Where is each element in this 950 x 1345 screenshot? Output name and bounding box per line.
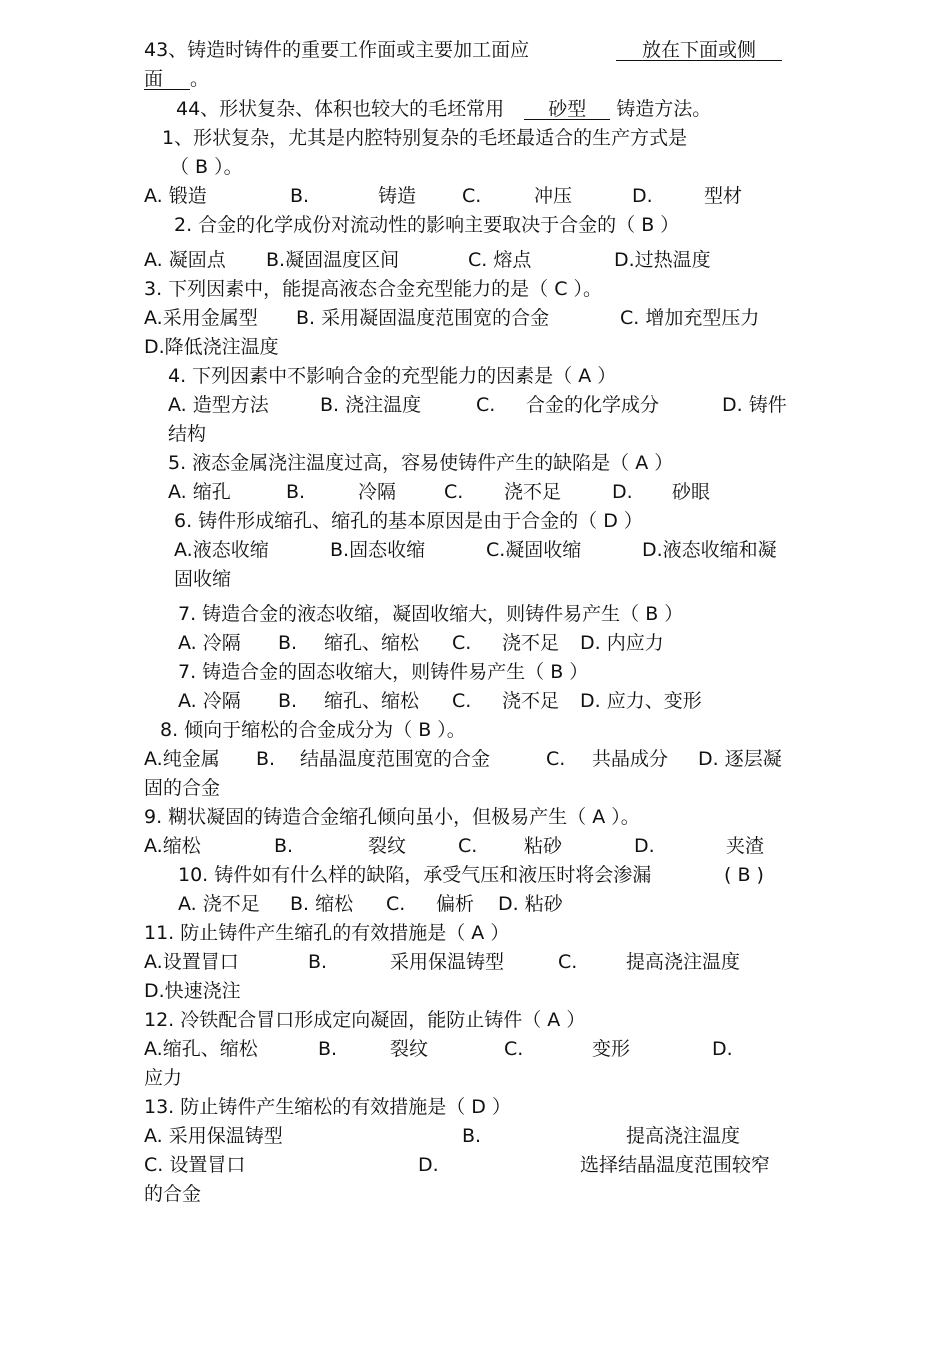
q2-option-a: A. 凝固点 (144, 249, 226, 271)
q13-option-c: C. 设置冒口 (144, 1154, 246, 1176)
q8-stem: 8. 倾向于缩松的合金成分为（ B ）。 (160, 719, 466, 741)
q9-option-b-letter: B. (274, 835, 294, 857)
q12-option-b-letter: B. (318, 1038, 338, 1060)
q1-option-b-letter: B. (290, 185, 310, 207)
q4-stem: 4. 下列因素中不影响合金的充型能力的因素是（ A ） (168, 365, 617, 387)
q8-option-c-letter: C. (546, 748, 566, 770)
q6-stem: 6. 铸件形成缩孔、缩孔的基本原因是由于合金的（ D ） (174, 510, 643, 532)
q7a-option-b-letter: B. (278, 632, 298, 654)
q8-option-d: D. 逐层凝 (698, 748, 782, 770)
q8-option-b-text: 结晶温度范围宽的合金 (300, 748, 491, 770)
q1-answer: （ B ）。 (170, 156, 243, 178)
q6-option-c: C.凝固收缩 (486, 539, 582, 561)
q10-answer: ( B ) (724, 864, 764, 886)
q11-stem: 11. 防止铸件产生缩孔的有效措施是（ A ） (144, 922, 510, 944)
q12-option-b-text: 裂纹 (390, 1038, 429, 1060)
q9-option-b-text: 裂纹 (368, 835, 407, 857)
q2-option-c: C. 熔点 (468, 249, 532, 271)
q44-suffix: 铸造方法。 (616, 98, 712, 120)
q2-option-d: D.过热温度 (614, 249, 711, 271)
q7b-option-c-letter: C. (452, 690, 472, 712)
q7a-option-c-letter: C. (452, 632, 472, 654)
q11-option-c-text: 提高浇注温度 (626, 951, 741, 973)
q5-option-a: A. 缩孔 (168, 481, 231, 503)
q10-option-d: D. 粘砂 (498, 893, 563, 915)
q11-option-b-letter: B. (308, 951, 328, 973)
q3-option-c: C. 增加充型压力 (620, 307, 760, 329)
q13-option-b-letter: B. (462, 1125, 482, 1147)
q11-option-b-text: 采用保温铸型 (390, 951, 505, 973)
q8-option-d-cont: 固的合金 (144, 777, 221, 799)
q6-option-b: B.固态收缩 (330, 539, 426, 561)
q5-option-c-letter: C. (444, 481, 464, 503)
q12-option-a: A.缩孔、缩松 (144, 1038, 258, 1060)
q43-prefix: 43、铸造时铸件的重要工作面或主要加工面应 (144, 39, 530, 61)
q7b-option-b-letter: B. (278, 690, 298, 712)
q12-option-c-text: 变形 (592, 1038, 631, 1060)
q6-option-d: D.液态收缩和凝 (642, 539, 777, 561)
q5-stem: 5. 液态金属浇注温度过高，容易使铸件产生的缺陷是（ A ） (168, 452, 674, 474)
q7a-option-b-text: 缩孔、缩松 (324, 632, 420, 654)
q3-option-d: D.降低浇注温度 (144, 336, 279, 358)
q9-option-a: A.缩松 (144, 835, 201, 857)
q4-option-c-text: 合金的化学成分 (526, 394, 660, 416)
q7b-stem: 7. 铸造合金的固态收缩大，则铸件易产生（ B ） (178, 661, 589, 683)
q44-line (176, 97, 711, 121)
q5-option-c-text: 浇不足 (504, 481, 562, 503)
q11-option-d: D.快速浇注 (144, 980, 241, 1002)
q4-option-a: A. 造型方法 (168, 394, 269, 416)
q43-line1 (144, 38, 529, 62)
q13-option-a: A. 采用保温铸型 (144, 1125, 283, 1147)
q11-option-c-letter: C. (558, 951, 578, 973)
q10-option-c-text: 偏析 (436, 893, 475, 915)
q9-option-d-letter: D. (634, 835, 655, 857)
q1-option-c-letter: C. (462, 185, 482, 207)
q4-option-d-cont: 结构 (168, 423, 207, 445)
q44-answer: 砂型 (524, 99, 610, 120)
q2-option-b: B.凝固温度区间 (266, 249, 400, 271)
q5-option-d-text: 砂眼 (672, 481, 711, 503)
q5-option-b-text: 冷隔 (358, 481, 397, 503)
q10-option-c-letter: C. (386, 893, 406, 915)
q10-stem: 10. 铸件如有什么样的缺陷，承受气压和液压时将会渗漏 (178, 864, 652, 886)
q7a-option-d: D. 内应力 (580, 632, 664, 654)
q2-stem: 2. 合金的化学成份对流动性的影响主要取决于合金的（ B ） (174, 214, 680, 236)
q13-option-b-text: 提高浇注温度 (626, 1125, 741, 1147)
q5-option-d-letter: D. (612, 481, 633, 503)
q12-option-d-letter: D. (712, 1038, 733, 1060)
q1-option-a: A. 锻造 (144, 185, 207, 207)
q6-option-a: A.液态收缩 (174, 539, 269, 561)
q13-option-d-cont: 的合金 (144, 1183, 202, 1205)
q8-option-b-letter: B. (256, 748, 276, 770)
q8-option-a: A.纯金属 (144, 748, 220, 770)
q7b-option-b-text: 缩孔、缩松 (324, 690, 420, 712)
q3-option-b: B. 采用凝固温度范围宽的合金 (296, 307, 550, 329)
q1-option-d-text: 型材 (704, 185, 743, 207)
q7a-stem: 7. 铸造合金的液态收缩，凝固收缩大，则铸件易产生（ B ） (178, 603, 684, 625)
q12-option-d-text: 应力 (144, 1067, 183, 1089)
q13-option-d-letter: D. (418, 1154, 439, 1176)
q10-option-a: A. 浇不足 (178, 893, 260, 915)
q43-answer-part1: 放在下面或侧 (616, 38, 782, 62)
q7a-option-c-text: 浇不足 (502, 632, 560, 654)
q12-option-c-letter: C. (504, 1038, 524, 1060)
q7b-option-d: D. 应力、变形 (580, 690, 702, 712)
q6-option-d-cont: 固收缩 (174, 568, 232, 590)
q13-option-d-text: 选择结晶温度范围较窄 (580, 1154, 771, 1176)
q1-stem: 1、形状复杂，尤其是内腔特别复杂的毛坯最适合的生产方式是 (162, 127, 688, 149)
q1-option-c-text: 冲压 (534, 185, 573, 207)
q44-prefix: 44、形状复杂、体积也较大的毛坯常用 (176, 98, 505, 120)
q9-option-c-text: 粘砂 (524, 835, 563, 857)
q7a-option-a: A. 冷隔 (178, 632, 241, 654)
q7b-option-c-text: 浇不足 (502, 690, 560, 712)
q7b-option-a: A. 冷隔 (178, 690, 241, 712)
q3-stem: 3. 下列因素中，能提高液态合金充型能力的是（ C ）。 (144, 278, 603, 300)
q1-option-d-letter: D. (632, 185, 653, 207)
q4-option-b: B. 浇注温度 (320, 394, 422, 416)
q9-option-d-text: 夹渣 (726, 835, 765, 857)
q11-option-a: A.设置冒口 (144, 951, 239, 973)
q43-suffix: 。 (190, 68, 210, 90)
q1-option-b-text: 铸造 (378, 185, 417, 207)
q13-stem: 13. 防止铸件产生缩松的有效措施是（ D ） (144, 1096, 511, 1118)
q43-line2 (144, 67, 209, 91)
q8-option-c-text: 共晶成分 (592, 748, 669, 770)
q43-answer-part2: 面 (144, 69, 190, 90)
q4-option-c-letter: C. (476, 394, 496, 416)
q5-option-b-letter: B. (286, 481, 306, 503)
q12-stem: 12. 冷铁配合冒口形成定向凝固，能防止铸件（ A ） (144, 1009, 586, 1031)
q3-option-a: A.采用金属型 (144, 307, 258, 329)
q9-stem: 9. 糊状凝固的铸造合金缩孔倾向虽小，但极易产生（ A ）。 (144, 806, 640, 828)
q4-option-d: D. 铸件 (722, 394, 787, 416)
q9-option-c-letter: C. (458, 835, 478, 857)
q10-option-b: B. 缩松 (290, 893, 354, 915)
